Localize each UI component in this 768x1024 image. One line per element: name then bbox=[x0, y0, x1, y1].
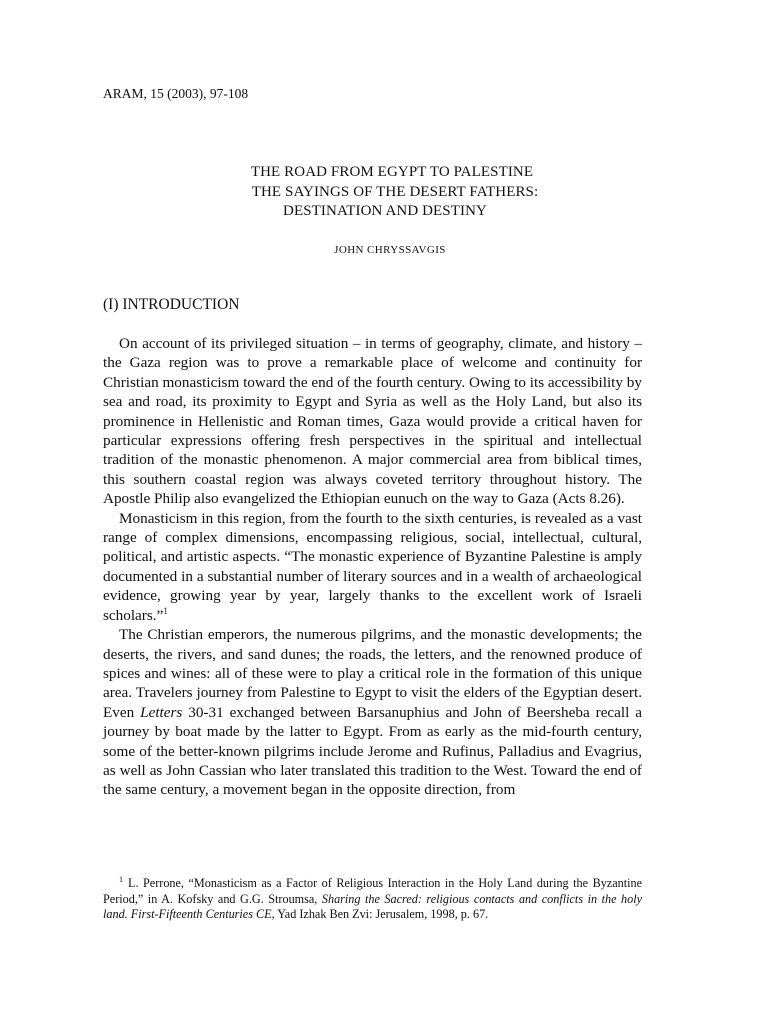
footnote-text-b: , Yad Izhak Ben Zvi: Jerusalem, 1998, p. 67. bbox=[271, 907, 489, 922]
article-title bbox=[0, 163, 768, 222]
title-line-3: DESTINATION AND DESTINY bbox=[283, 203, 487, 219]
footnote-1 bbox=[103, 876, 642, 923]
paragraph-2 bbox=[103, 509, 642, 625]
footnote-text-a: L. Perrone, “Monasticism as a Factor of Religious Interaction in the Holy Land during the Byzantine Period,” in A. Kofsky and G.G. Stroumsa, bbox=[103, 876, 642, 906]
footnote-reference[interactable]: 1 bbox=[163, 605, 168, 616]
paragraph-3-text-a: The Christian emperors, the numerous pilgrims, and the monastic developments; the deserts, the rivers, and sand dunes; the roads, the letters, and the renowned produce of spices and wines: all of these were to play a critical role in the formation of this unique area. Travelers journey from Palestine to Egypt to visit the elders of the Egyptian desert. Even bbox=[103, 626, 642, 721]
title-line-1: THE ROAD FROM EGYPT TO PALESTINE bbox=[250, 164, 534, 180]
body-text bbox=[103, 334, 642, 800]
section-heading: (I) INTRODUCTION bbox=[103, 296, 240, 313]
footnote-italic: Sharing the Sacred: religious contacts and conflicts in the holy land. First-Fifteenth Centuries CE bbox=[103, 891, 642, 922]
journal-reference: ARAM, 15 (2003), 97-108 bbox=[103, 86, 249, 101]
paragraph-3-text-b: 30-31 exchanged between Barsanuphius and John of Beersheba recall a journey by boat made by the latter to Egypt. From as early as the mid-fourth century, some of the better-known pilgrims include Jerome and Rufinus, Palladius and Evagrius, as well as John Cassian who later translated this tradition to the West. Toward the end of the same century, a movement began in the opposite direction, from bbox=[103, 703, 642, 799]
paragraph-3-italic: Letters bbox=[140, 703, 183, 721]
paragraph-1: On account of its privileged situation – in terms of geography, climate, and history – the Gaza region was to prove a remarkable place of welcome and continuity for Christian monasticism toward the end of the fourth century. Owing to its accessibility by sea and road, its proximity to Egypt and Syria as well as the Holy Land, but also its prominence in Hellenistic and Roman times, Gaza would provide a critical haven for particular expressions offering fresh perspectives in the spiritual and intellectual tradition of the monastic phenomenon. A major commercial area from biblical times, this southern coastal region was always coveted territory throughout history. The Apostle Philip also evangelized the Ethiopian eunuch on the way to Gaza (Acts 8.26). bbox=[103, 335, 642, 508]
footnote bbox=[103, 876, 642, 923]
paragraph-3 bbox=[103, 625, 642, 800]
footnote-number: 1 bbox=[119, 874, 123, 884]
author-name: JOHN CHRYSSAVGIS bbox=[334, 244, 446, 256]
paragraph-2-text: Monasticism in this region, from the fourth to the sixth centuries, is revealed as a vast range of complex dimensions, encompassing religious, social, intellectual, cultural, political, and artistic aspects. “The monastic experience of Byzantine Palestine is amply documented in a substantial number of literary sources and in a wealth of archaeological evidence, growing year by year, largely thanks to the excellent work of Israeli scholars.” bbox=[103, 509, 642, 624]
title-line-2: THE SAYINGS OF THE DESERT FATHERS: bbox=[251, 183, 539, 200]
